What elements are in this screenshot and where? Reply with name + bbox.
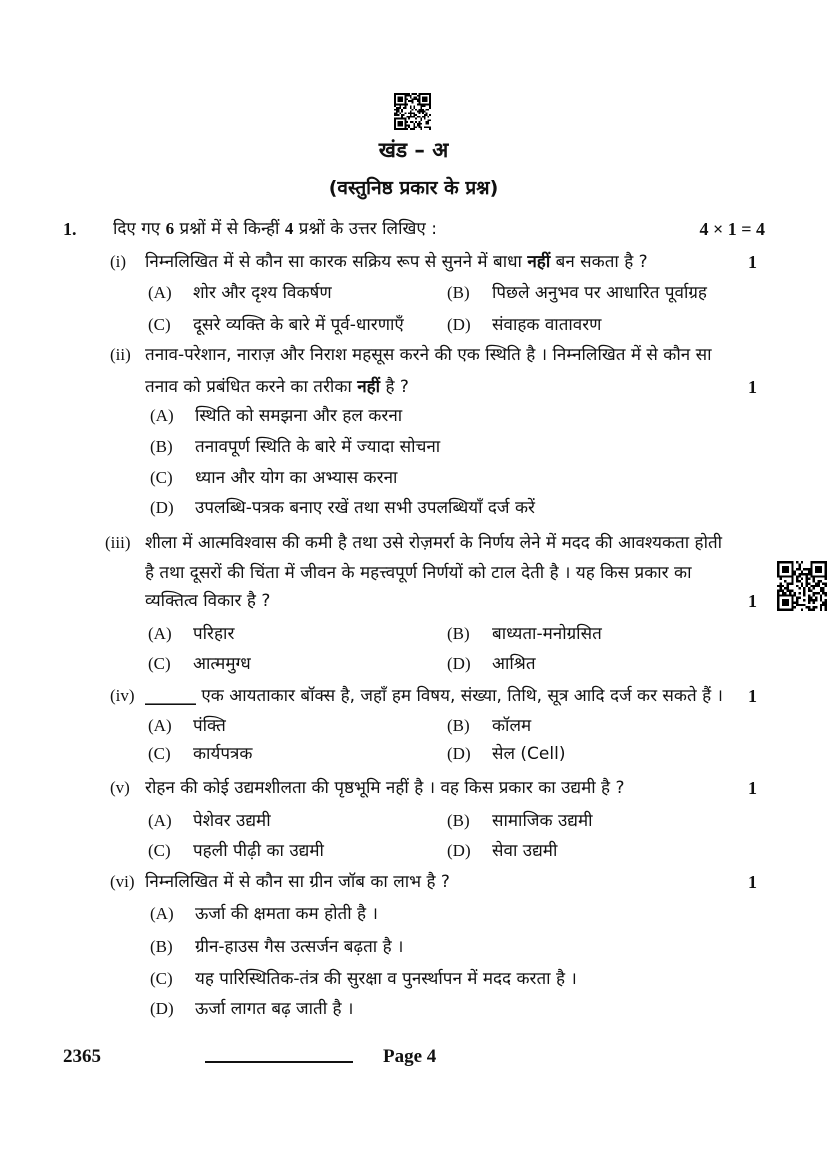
option-D [150,996,353,1022]
subquestion-label: (vi) [110,872,135,891]
marks-value: 1 [748,377,757,397]
option-D-label: (D) [150,498,174,517]
option-B-label: (B) [150,437,173,456]
option-C [150,465,397,491]
subquestion-ii-line2 [145,374,409,400]
option-B [150,434,440,460]
question-1-text [113,216,437,242]
option-B-text: तनावपूर्ण स्थिति के बारे में ज्यादा सोचना [195,437,441,457]
q-ii-pre: तनाव को प्रबंधित करने का तरीका [145,377,358,397]
marks-formula: 4 × 1 = 4 [699,219,765,239]
option-D-label: (D) [150,999,174,1018]
option-C [148,741,252,767]
option-A-text: पेशेवर उद्यमी [193,811,271,831]
q-iv-text: एक आयताकार बॉक्स है, जहाँ हम विषय, संख्या, तिथि, सूत्र आदि दर्ज कर सकते हैं । [196,686,723,706]
marks-value: 1 [748,872,757,892]
option-A [150,403,402,429]
q1-count-4: 4 [284,219,294,238]
option-B [150,934,403,960]
option-D-text: संवाहक वातावरण [492,315,602,335]
option-B-text: ग्रीन-हाउस गैस उत्सर्जन बढ़ता है । [195,937,404,957]
subquestion-label: (iii) [105,533,131,552]
option-B-text: पिछले अनुभव पर आधारित पूर्वाग्रह [492,283,707,303]
option-A-label: (A) [148,716,172,735]
option-D-text: सेल (Cell) [492,744,566,764]
footer-divider [205,1061,353,1063]
option-C-label: (C) [150,969,173,988]
option-A-label: (A) [150,406,174,425]
subquestion-label: (iv) [110,686,135,705]
option-B [447,713,531,739]
option-A-label: (A) [148,811,172,830]
option-A-text: परिहार [193,624,235,644]
option-D [150,495,535,521]
option-C [148,312,404,338]
option-B-text: कॉलम [492,716,532,736]
option-A [148,808,271,834]
option-A-label: (A) [148,283,172,302]
q1-text-mid: प्रश्नों में से किन्हीं [174,219,285,239]
option-C-text: पहली पीढ़ी का उद्यमी [193,841,324,861]
option-C-text: कार्यपत्रक [193,744,253,764]
page-number: Page 4 [383,1046,437,1067]
option-B-text: बाध्यता-मनोग्रसित [492,624,602,644]
q1-count-6: 6 [165,219,175,238]
option-A-text: ऊर्जा की क्षमता कम होती है । [195,904,378,924]
q-i-pre: निम्नलिखित में से कौन सा कारक सक्रिय रूप से सुनने में बाधा [145,252,528,272]
paper-code: 2365 [63,1046,101,1067]
option-B-label: (B) [447,624,470,643]
option-C-label: (C) [148,841,171,860]
subquestion-iii-line2: है तथा दूसरों की चिंता में जीवन के महत्त्वपूर्ण निर्णयों को टाल देती है । यह किस प्रकार का [145,563,692,583]
q-i-bold-word: नहीं [527,252,551,272]
option-B [447,808,593,834]
option-B-label: (B) [447,283,470,302]
q-ii-bold-word: नहीं [357,377,381,397]
marks-value: 1 [748,686,757,706]
option-A [148,713,226,739]
option-A-label: (A) [150,904,174,923]
option-D-label: (D) [447,744,471,763]
option-C [150,966,577,992]
option-C [148,651,251,677]
q-i-post: बन सकता है ? [550,252,648,272]
option-D-label: (D) [447,315,471,334]
q1-text-post: प्रश्नों के उत्तर लिखिए : [293,219,437,239]
option-D-label: (D) [447,654,471,673]
qr-code-icon [394,93,431,130]
subquestion-label: (ii) [110,345,131,364]
option-D [447,741,565,767]
option-B [447,280,707,306]
option-D [447,838,557,864]
subquestion-v-text: रोहन की कोई उद्यमशीलता की पृष्ठभूमि नहीं है । वह किस प्रकार का उद्यमी है ? [145,778,625,798]
option-C-label: (C) [150,468,173,487]
option-B-label: (B) [447,716,470,735]
option-D-text: सेवा उद्यमी [492,841,558,861]
option-C-text: यह पारिस्थितिक-तंत्र की सुरक्षा व पुनर्स्थापन में मदद करता है । [195,969,577,989]
subquestion-iii-line1: शीला में आत्मविश्वास की कमी है तथा उसे रोज़मर्रा के निर्णय लेने में मदद की आवश्यकता होती [145,533,723,553]
section-subtitle: (वस्तुनिष्ठ प्रकार के प्रश्न) [328,177,499,199]
option-C [148,838,324,864]
option-C-text: आत्ममुग्ध [193,654,251,674]
fill-in-blank: ______ [145,686,196,706]
option-D-text: ऊर्जा लागत बढ़ जाती है । [195,999,354,1019]
option-A-text: पंक्ति [193,716,226,736]
option-D [447,312,601,338]
q-ii-post: है ? [380,377,409,397]
subquestion-iii-line3: व्यक्तित्व विकार है ? [145,591,271,611]
marks-value: 1 [748,252,757,272]
option-B [447,621,602,647]
option-C-text: ध्यान और योग का अभ्यास करना [195,468,398,488]
section-title: खंड – अ [378,138,449,162]
option-C-label: (C) [148,315,171,334]
option-A-text: शोर और दृश्य विकर्षण [193,283,332,303]
option-C-label: (C) [148,654,171,673]
subquestion-ii-line1: तनाव-परेशान, नाराज़ और निराश महसूस करने की एक स्थिति है । निम्नलिखित में से कौन सा [145,345,712,365]
question-number: 1. [63,219,77,239]
option-B-label: (B) [447,811,470,830]
subquestion-label: (i) [110,252,127,271]
option-B-text: सामाजिक उद्यमी [492,811,593,831]
marks-value: 1 [748,591,757,611]
option-D-label: (D) [447,841,471,860]
subquestion-vi-text: निम्नलिखित में से कौन सा ग्रीन जॉब का लाभ है ? [145,872,450,892]
q1-text-pre: दिए गए [113,219,166,239]
qr-code-icon [777,561,827,611]
option-D [447,651,536,677]
option-A [148,280,332,306]
option-B-label: (B) [150,937,173,956]
option-D-text: आश्रित [492,654,536,674]
option-C-text: दूसरे व्यक्ति के बारे में पूर्व-धारणाएँ [193,315,404,335]
option-A [150,901,378,927]
option-D-text: उपलब्धि-पत्रक बनाए रखें तथा सभी उपलब्धियाँ दर्ज करें [195,498,535,518]
marks-value: 1 [748,778,757,798]
subquestion-i-text [145,249,648,275]
option-A-text: स्थिति को समझना और हल करना [195,406,403,426]
option-A [148,621,234,647]
subquestion-iv-text [145,683,723,709]
option-A-label: (A) [148,624,172,643]
subquestion-label: (v) [110,778,130,797]
option-C-label: (C) [148,744,171,763]
